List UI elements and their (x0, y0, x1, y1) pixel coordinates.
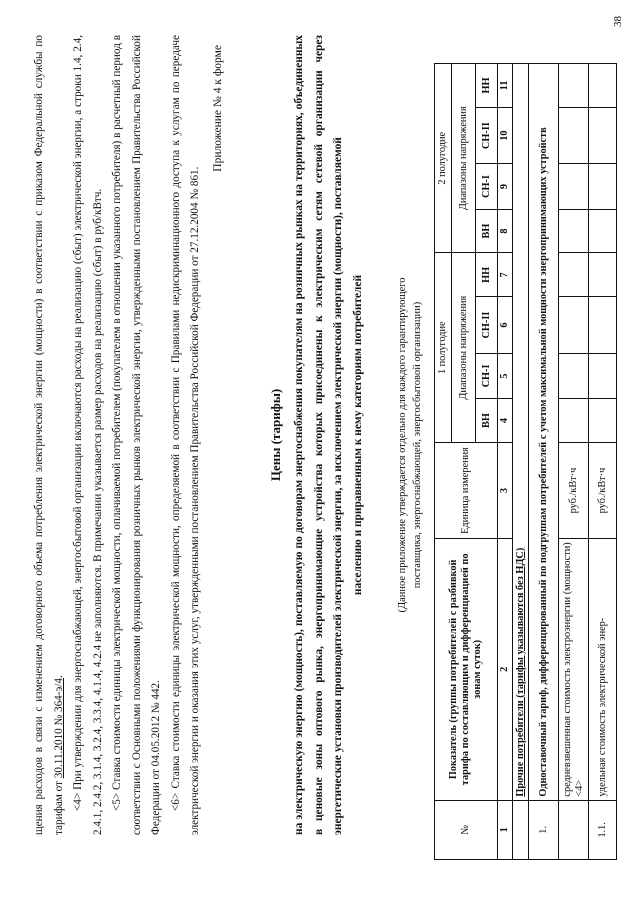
row-unit: руб./кВт·ч (559, 442, 589, 538)
colnum-11: 11 (498, 64, 513, 108)
colnum-8: 8 (498, 209, 513, 253)
tariff-description-text: на электрическую энергию (мощность), поставляемую по договорам энергоснабжения покупателям на розничных рынках на территориях, объединенных в ценовые зоны оптового рынка, энергопринимающие устройства которых присоединены к электрическим сетям сетевой организации через энергетические установки производителей электрической энергии, за исключением электрической энергии (мощности), поставляемой (293, 35, 345, 835)
footnote-6: <6> Ставка стоимости единицы электрической мощности, определяемой в соответствии с Правилами недискриминационного доступа к услугам по передаче электрической энергии и оказания этих услуг, утвержденными постановлением Правительства Российской Федерации от 27.12.2004 № 861. (169, 35, 201, 835)
tariff-table (434, 63, 617, 860)
table-row (589, 64, 617, 860)
section-row (513, 64, 529, 860)
colnum-7: 7 (498, 253, 513, 297)
tariff-description (290, 35, 368, 835)
footnote-continuation-text: щения расходов в связи с изменением договорного объема потребления электрической энергии (мощности) в соответствии с приказом Федеральной службы по тарифам от (33, 35, 65, 835)
header-number: № (435, 800, 498, 859)
colnum-3: 3 (498, 442, 513, 538)
row-unit: руб./кВт·ч (589, 442, 617, 538)
voltage-vn-2: ВН (476, 209, 498, 253)
row-label: Одноставочный тариф, дифференцированный по подгруппам потребителей с учетом максимальной мощности энергопринимающих устройств (529, 64, 559, 801)
page-number: 38 (612, 16, 624, 27)
table-row (529, 64, 559, 860)
voltage-sn2-1: СН-II (476, 297, 498, 354)
row-label: средневзвешенная стоимость электроэнергии (мощности) <4> (559, 539, 589, 801)
voltage-sn1-1: СН-I (476, 353, 498, 398)
colnum-2: 2 (498, 539, 513, 801)
tariff-description-last-line: населению и приравненным к нему категориям потребителей (351, 274, 364, 596)
header-indicator: Показатель (группы потребителей с разбивкой тарифа по составляющим и дифференциацией по зонам суток) (435, 539, 498, 801)
colnum-4: 4 (498, 399, 513, 443)
header-unit: Единица измерения (435, 442, 498, 538)
voltage-sn2-2: СН-II (476, 107, 498, 164)
section-title-text: Прочие потребители (тарифы указываются без НДС) (514, 547, 526, 797)
header-half-2: 2 полугодие (435, 64, 452, 253)
row-number: 1.1. (589, 800, 617, 859)
header-half-1: 1 полугодие (435, 253, 452, 442)
voltage-nn-1: НН (476, 253, 498, 297)
document-title: Цены (тарифы) (268, 388, 283, 482)
colnum-9: 9 (498, 164, 513, 209)
footnote-continuation-end: . (52, 675, 65, 678)
footnotes-block (30, 35, 206, 835)
voltage-nn-2: НН (476, 64, 498, 108)
colnum-6: 6 (498, 297, 513, 354)
order-reference: 30.11.2010 № 364-э/4 (52, 677, 65, 779)
row-number: 1. (529, 800, 559, 859)
section-title (513, 64, 529, 801)
header-ranges-2: Диапазоны напряжения (452, 64, 476, 253)
table-row (559, 64, 589, 860)
voltage-vn-1: ВН (476, 399, 498, 443)
colnum-10: 10 (498, 107, 513, 164)
footnote-5: <5> Ставка стоимости единицы электрической мощности, оплачиваемой потребителем (покупателем в отношении указанного потребителя) в расчетный период в соответствии с Основными положениями функционирования розничных рынков электрической энергии, утвержденными постановлением Правительства Российской Федерации от 04.05.2012 № 442. (111, 35, 162, 835)
voltage-sn1-2: СН-I (476, 164, 498, 209)
footnote-continuation (30, 35, 69, 835)
column-number-row (498, 64, 513, 860)
appendix-label: Приложение № 4 к форме (212, 45, 224, 172)
footnote-4: <4> При утверждении для энергоснабжающей, энергосбытовой организации включаются расходы на реализацию (сбыт) электрической энергии, а строки 1.4, 2.4, 2.4.1, 2.4.2, 3.1.4, 3.2.4, 3.3.4, 4.1.4, 4.2.4 не заполняются. В примечании указывается размер расходов на реализацию (сбыт) в руб/кВтч. (72, 35, 104, 835)
colnum-5: 5 (498, 353, 513, 398)
row-label: удельная стоимость электрической энер- (589, 539, 617, 801)
header-ranges-1: Диапазоны напряжения (452, 253, 476, 442)
appendix-note: (Данное приложение утверждается отдельно для каждого гарантирующего поставщика, энергоснабжающей, энергосбытовой организации) (397, 277, 423, 613)
colnum-1: 1 (498, 800, 513, 859)
